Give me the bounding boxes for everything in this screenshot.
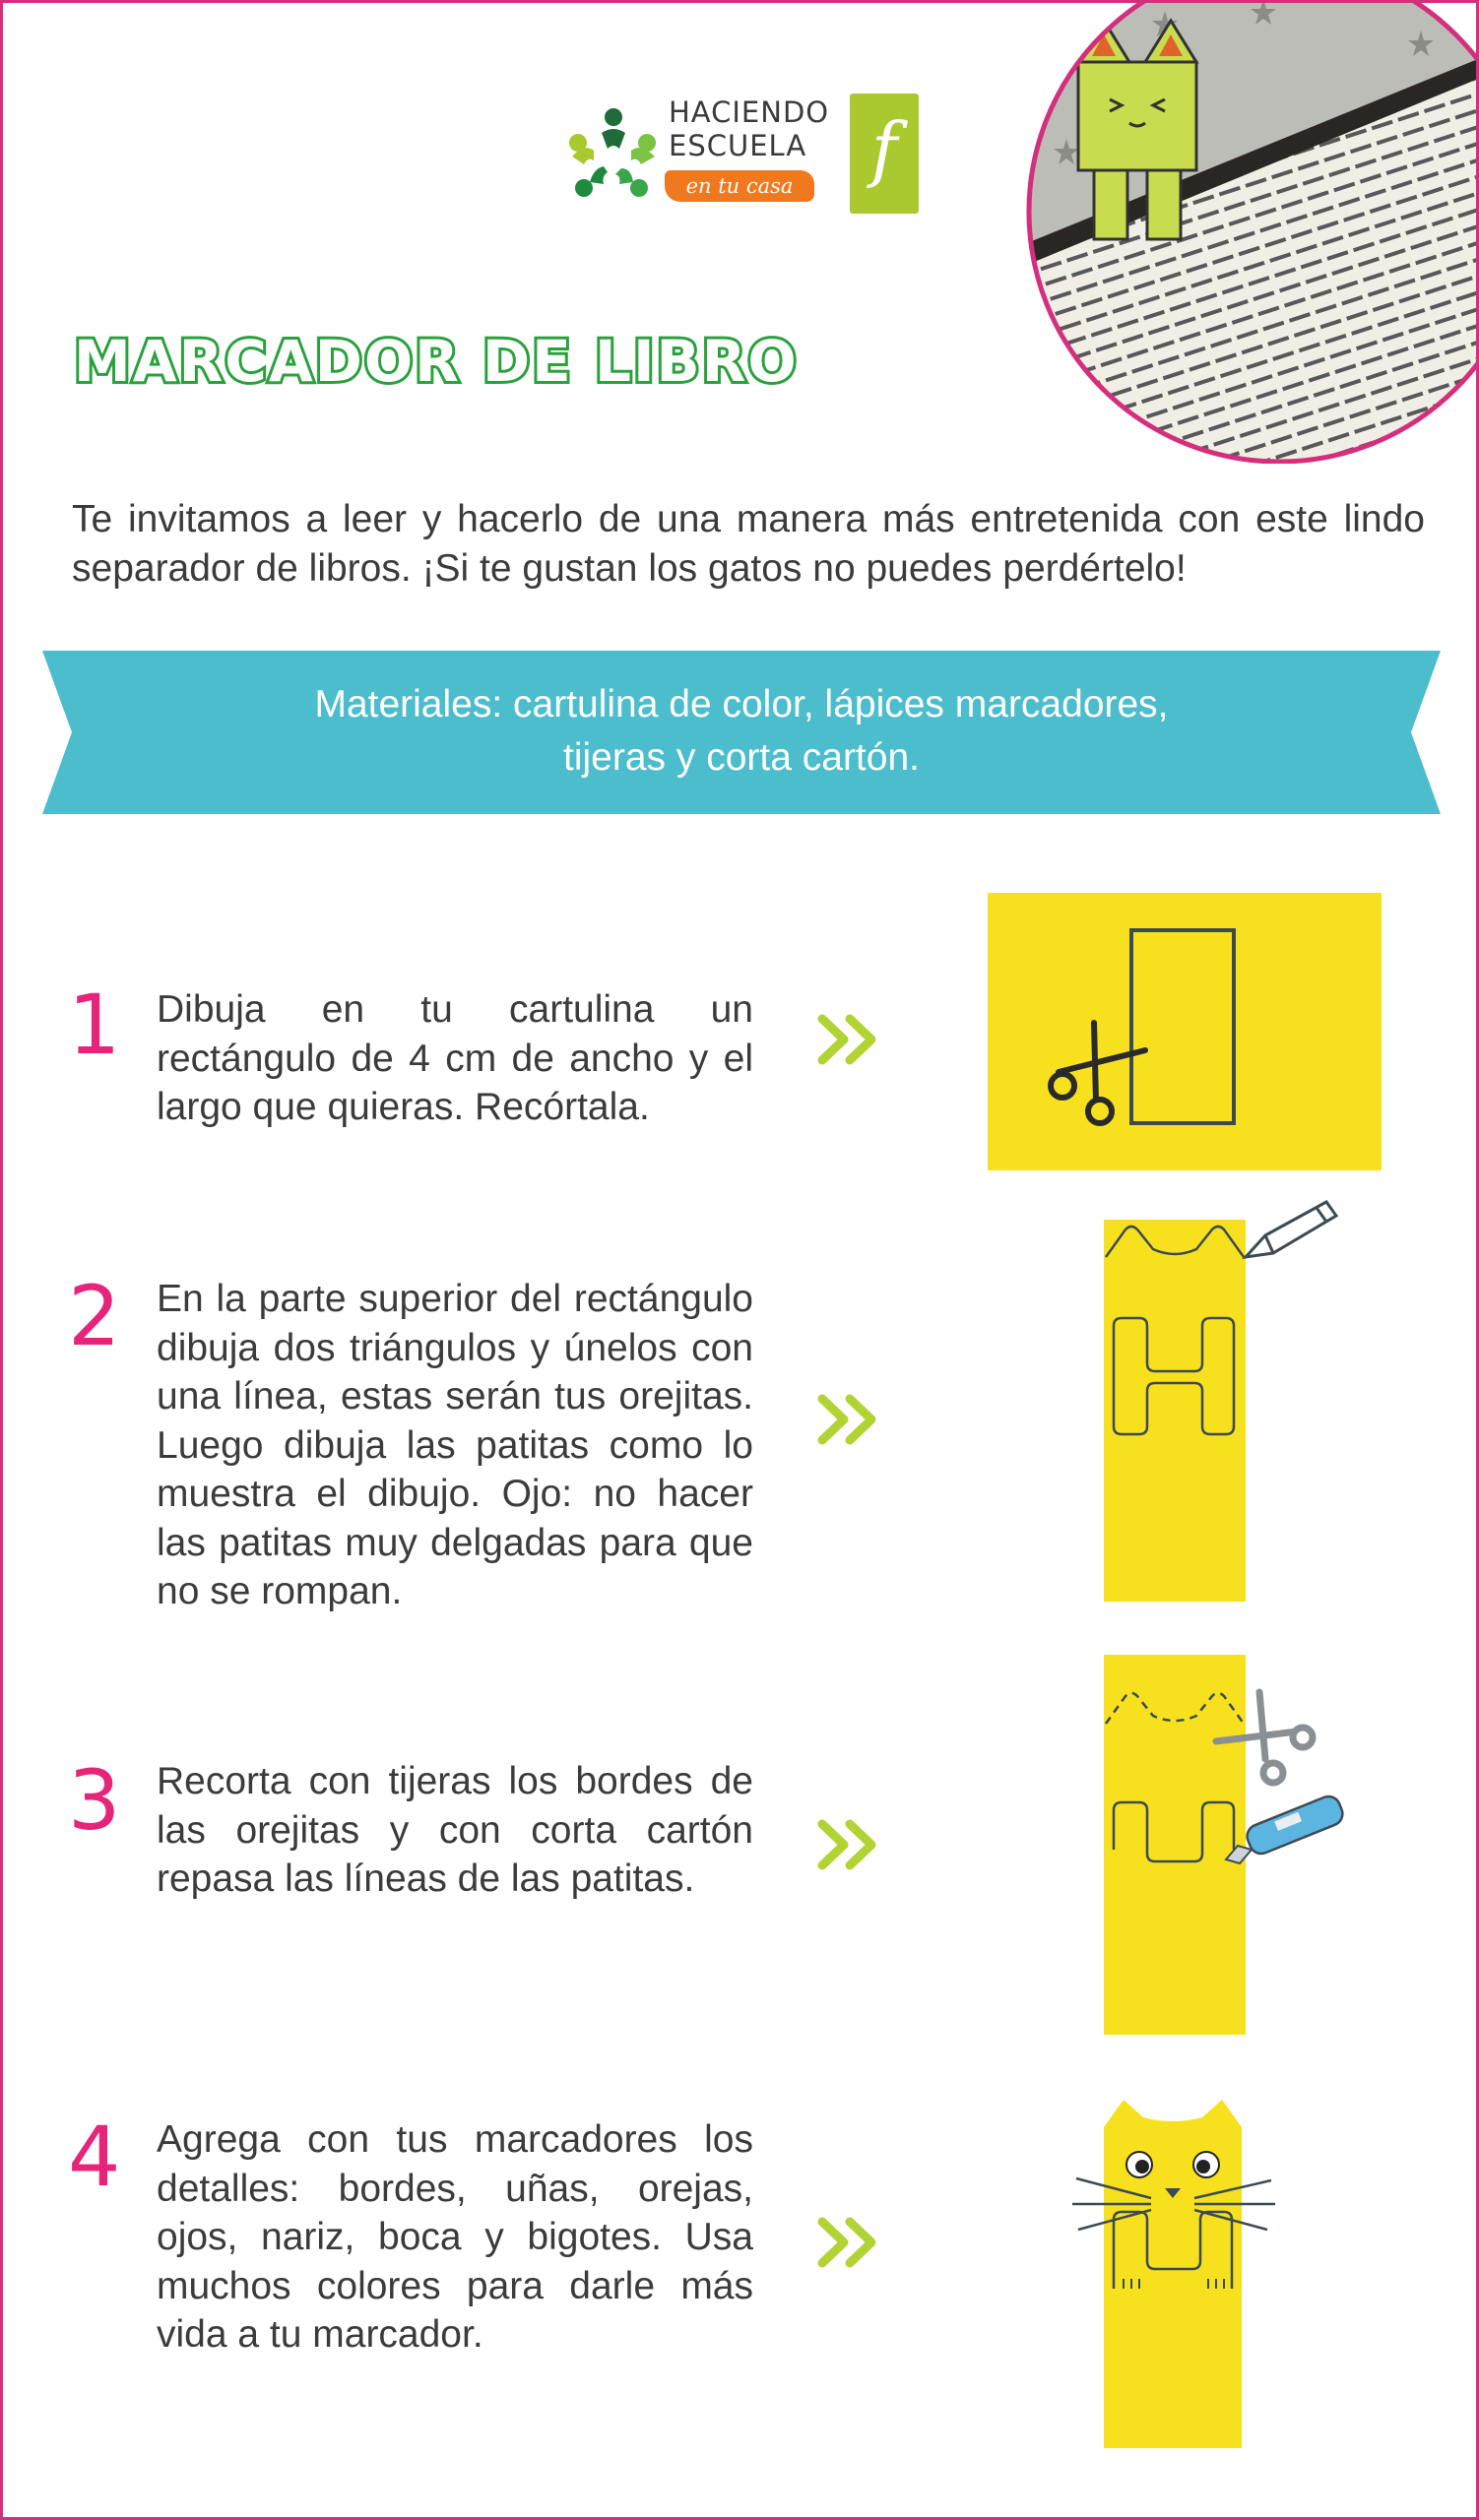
- page-title: MARCADOR DE LIBRO: [74, 328, 799, 395]
- step-3-text: Recorta con tijeras los bordes de las orejitas y con corta cartón repasa las líneas de las patitas.: [157, 1760, 753, 1900]
- double-chevron-right-icon: [816, 1391, 883, 1448]
- logo-tagline: en tu casa: [665, 170, 814, 202]
- pencil-icon: [1246, 1202, 1336, 1257]
- step-2-illustration: [1104, 1198, 1340, 1602]
- step-1-text: Dibuja en tu cartulina un rectángulo de 4 cm de ancho y el largo que quieras. Recórtala.: [157, 988, 753, 1128]
- step-1-number: 1: [68, 976, 121, 1073]
- materials-line2: tijeras y corta cartón.: [563, 736, 920, 779]
- step-4-illustration: [1070, 2098, 1277, 2448]
- step-3-number: 3: [68, 1752, 121, 1849]
- step-2-number: 2: [68, 1268, 121, 1364]
- intro-paragraph: Te invitamos a leer y hacerlo de una manera más entretenida con este lindo separador de libros. ¡Si te gustan los gatos no puedes perdértelo!: [72, 498, 1425, 590]
- brand-logo: [850, 94, 919, 214]
- double-chevron-right-icon: [816, 1816, 883, 1873]
- materials-line1: Materiales: cartulina de color, lápices marcadores,: [314, 683, 1169, 725]
- step-3-illustration: [1104, 1653, 1350, 2037]
- logo-text-line2: ESCUELA: [669, 129, 807, 162]
- double-chevron-right-icon: [816, 2214, 883, 2271]
- logo-people-icon: [562, 103, 665, 206]
- logo-text-line1: HACIENDO: [669, 95, 830, 129]
- step-1-illustration: [988, 893, 1382, 1170]
- cat-bookmark-photo: [1007, 0, 1479, 464]
- haciendo-escuela-logo: [562, 90, 919, 218]
- materials-banner: [42, 651, 1441, 814]
- materials-text: [220, 678, 1263, 785]
- step-2-text: En la parte superior del rectángulo dibuja dos triángulos y únelos con una línea, estas serán tus orejitas. Luego dibuja las patitas como lo muestra el dibujo. Ojo: no hacer las patitas muy delgadas para que no se rompan.: [157, 1278, 753, 1612]
- brand-letter: f: [870, 107, 898, 190]
- step-4-number: 4: [68, 2109, 121, 2205]
- double-chevron-right-icon: [816, 1011, 883, 1068]
- step-4-text: Agrega con tus marcadores los detalles: bordes, uñas, orejas, ojos, nariz, boca y bigotes. Usa muchos colores para darle más vida a tu marcador.: [157, 2118, 753, 2356]
